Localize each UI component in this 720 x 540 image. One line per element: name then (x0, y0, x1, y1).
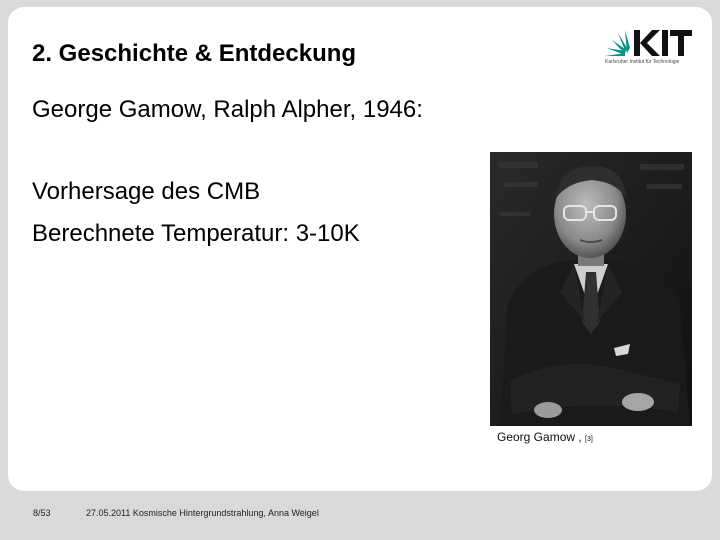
kit-logo-mark (603, 26, 695, 60)
gamow-portrait-photo (490, 152, 692, 426)
photo-caption (497, 430, 593, 444)
kit-logo (603, 26, 695, 70)
prediction-line: Vorhersage des CMB (32, 178, 261, 205)
authors-line: George Gamow, Ralph Alpher, 1946: (32, 96, 423, 123)
photo-caption-text: Georg Gamow , (497, 430, 582, 444)
slide-title: 2. Geschichte & Entdeckung (32, 40, 357, 67)
kit-logo-text: KIT (603, 26, 605, 27)
temperature-line: Berechnete Temperatur: 3-10K (32, 220, 360, 247)
page-number: 8/53 (33, 508, 51, 518)
footer-info: 27.05.2011 Kosmische Hintergrundstrahlung, Anna Weigel (86, 508, 319, 518)
kit-logo-tagline: Karlsruher Institut für Technologie (605, 59, 680, 65)
photo-caption-ref: [3] (585, 436, 593, 443)
